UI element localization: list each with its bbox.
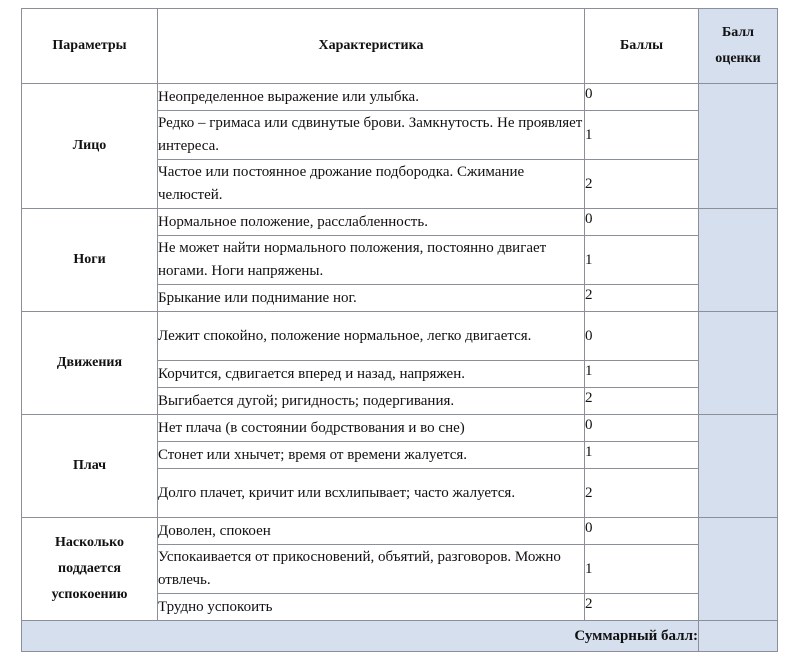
score-cell: 2	[585, 285, 699, 312]
characteristic-cell: Брыкание или поднимание ног.	[158, 285, 585, 312]
parameter-crying	[22, 415, 158, 518]
characteristic-cell: Трудно успокоить	[158, 594, 585, 621]
score-cell: 1	[585, 236, 699, 285]
parameter-name: Лицо	[72, 138, 107, 153]
table-row	[22, 518, 778, 545]
score-cell: 0	[585, 84, 699, 111]
characteristic-cell: Неопределенное выражение или улыбка.	[158, 84, 585, 111]
score-cell: 0	[585, 209, 699, 236]
table-row	[22, 84, 778, 111]
header-points: Баллы	[585, 9, 699, 84]
header-grade	[699, 9, 778, 84]
grade-input-crying[interactable]	[699, 415, 778, 518]
characteristic-cell: Лежит спокойно, положение нормальное, легко двигается.	[158, 312, 585, 361]
score-cell: 2	[585, 160, 699, 209]
characteristic-cell: Стонет или хнычет; время от времени жалуется.	[158, 442, 585, 469]
header-characteristic: Характеристика	[158, 9, 585, 84]
score-cell: 0	[585, 312, 699, 361]
parameter-face	[22, 84, 158, 209]
score-cell: 0	[585, 518, 699, 545]
characteristic-cell: Успокаивается от прикосновений, объятий, разговоров. Можно отвлечь.	[158, 545, 585, 594]
characteristic-cell: Нормальное положение, расслабленность.	[158, 209, 585, 236]
characteristic-cell: Доволен, спокоен	[158, 518, 585, 545]
characteristic-cell: Нет плача (в состоянии бодрствования и во сне)	[158, 415, 585, 442]
characteristic-cell: Долго плачет, кричит или всхлипывает; часто жалуется.	[158, 469, 585, 518]
characteristic-cell: Редко – гримаса или сдвинутые брови. Замкнутость. Не проявляет интереса.	[158, 111, 585, 160]
table-row	[22, 312, 778, 361]
header-parameters: Параметры	[22, 9, 158, 84]
characteristic-cell: Не может найти нормального положения, постоянно двигает ногами. Ноги напряжены.	[158, 236, 585, 285]
grade-input-consolability[interactable]	[699, 518, 778, 621]
characteristic-cell: Частое или постоянное дрожание подбородка. Сжимание челюстей.	[158, 160, 585, 209]
table-row	[22, 209, 778, 236]
parameter-name-line: успокоению	[51, 587, 128, 602]
header-grade-line1: Балл	[721, 25, 755, 40]
characteristic-cell: Корчится, сдвигается вперед и назад, напряжен.	[158, 361, 585, 388]
total-score-input[interactable]	[699, 621, 778, 652]
parameter-name: Ноги	[73, 252, 106, 267]
score-cell: 1	[585, 111, 699, 160]
parameter-movements	[22, 312, 158, 415]
total-label: Суммарный балл:	[22, 621, 699, 652]
score-cell: 2	[585, 388, 699, 415]
grade-input-movements[interactable]	[699, 312, 778, 415]
grade-input-face[interactable]	[699, 84, 778, 209]
parameter-name-line: Насколько	[55, 535, 124, 550]
parameter-consolability	[22, 518, 158, 621]
score-cell: 1	[585, 442, 699, 469]
table-row	[22, 415, 778, 442]
score-cell: 1	[585, 545, 699, 594]
header-grade-line2: оценки	[715, 51, 761, 66]
score-cell: 1	[585, 361, 699, 388]
score-cell: 0	[585, 415, 699, 442]
total-row	[22, 621, 778, 652]
score-cell: 2	[585, 469, 699, 518]
parameter-name: Плач	[72, 458, 107, 473]
header-row	[22, 9, 778, 84]
parameter-name-line: поддается	[58, 561, 121, 576]
grade-input-legs[interactable]	[699, 209, 778, 312]
flacc-pain-scale-table	[21, 8, 778, 652]
parameter-name: Движения	[56, 355, 123, 370]
score-cell: 2	[585, 594, 699, 621]
characteristic-cell: Выгибается дугой; ригидность; подергивания.	[158, 388, 585, 415]
parameter-legs	[22, 209, 158, 312]
